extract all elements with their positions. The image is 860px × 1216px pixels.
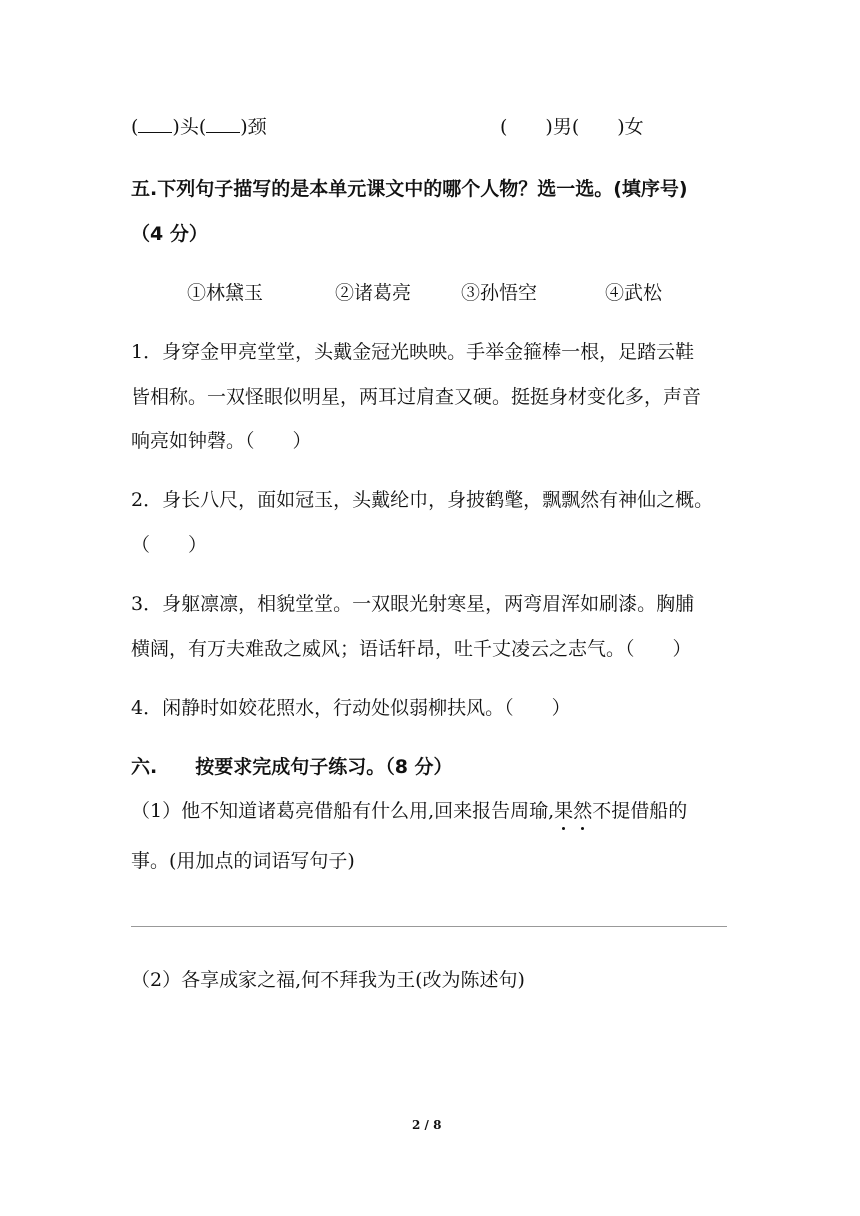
q6-title: 六. 按要求完成句子练习。（8 分） xyxy=(131,756,453,778)
blank-1[interactable] xyxy=(138,115,172,133)
q5-item-3-line-1: 3．身躯凛凛，相貌堂堂。一双眼光射寒星，两弯眉浑如刷漆。胸脯 xyxy=(131,593,695,615)
answer-line[interactable] xyxy=(131,926,727,927)
q5-item-2-line-2: （ ） xyxy=(131,534,208,556)
option-2: ②诸葛亮 xyxy=(335,282,412,304)
blank-2[interactable] xyxy=(206,115,240,133)
q5-item-3-line-2: 横阔，有万夫难敌之威风；语话轩昂，吐千丈凌云之志气。（ ） xyxy=(131,638,692,660)
page-number: 2 / 8 xyxy=(412,1118,442,1132)
q5-item-4: 4．闲静时如姣花照水，行动处似弱柳扶风。（ ） xyxy=(131,697,571,719)
option-1: ①林黛玉 xyxy=(187,282,264,304)
q4-pair-2: ( )男( )女 xyxy=(500,116,644,138)
q5-score: （4 分） xyxy=(131,223,208,245)
q6-item-2: （2）各享成家之福,何不拜我为王(改为陈述句) xyxy=(131,969,525,991)
emphasis-char-2: 然 xyxy=(573,800,593,822)
q5-item-1-line-2: 皆相称。一双怪眼似明星，两耳过肩查又硬。挺挺身材变化多，声音 xyxy=(131,386,702,408)
q5-item-1-line-1: 1．身穿金甲亮堂堂，头戴金冠光映映。手举金箍棒一根，足踏云鞋 xyxy=(131,341,695,363)
q4-pair-1: ( )头( )颈 xyxy=(131,116,267,138)
q6-item-1-line-1: （1）他不知道诸葛亮借船有什么用,回来报告周瑜,果然不提借船的 xyxy=(131,800,688,822)
q5-item-2-line-1: 2．身长八尺，面如冠玉，头戴纶巾，身披鹤氅，飘飘然有神仙之概。 xyxy=(131,489,714,511)
q5-title: 五.下列句子描写的是本单元课文中的哪个人物？选一选。(填序号) xyxy=(131,178,688,200)
q6-item-1-line-2: 事。(用加点的词语写句子) xyxy=(131,850,355,872)
option-3: ③孙悟空 xyxy=(461,282,538,304)
option-4: ④武松 xyxy=(605,282,663,304)
q5-item-1-line-3: 响亮如钟磬。（ ） xyxy=(131,430,312,452)
emphasis-char-1: 果 xyxy=(554,800,574,822)
